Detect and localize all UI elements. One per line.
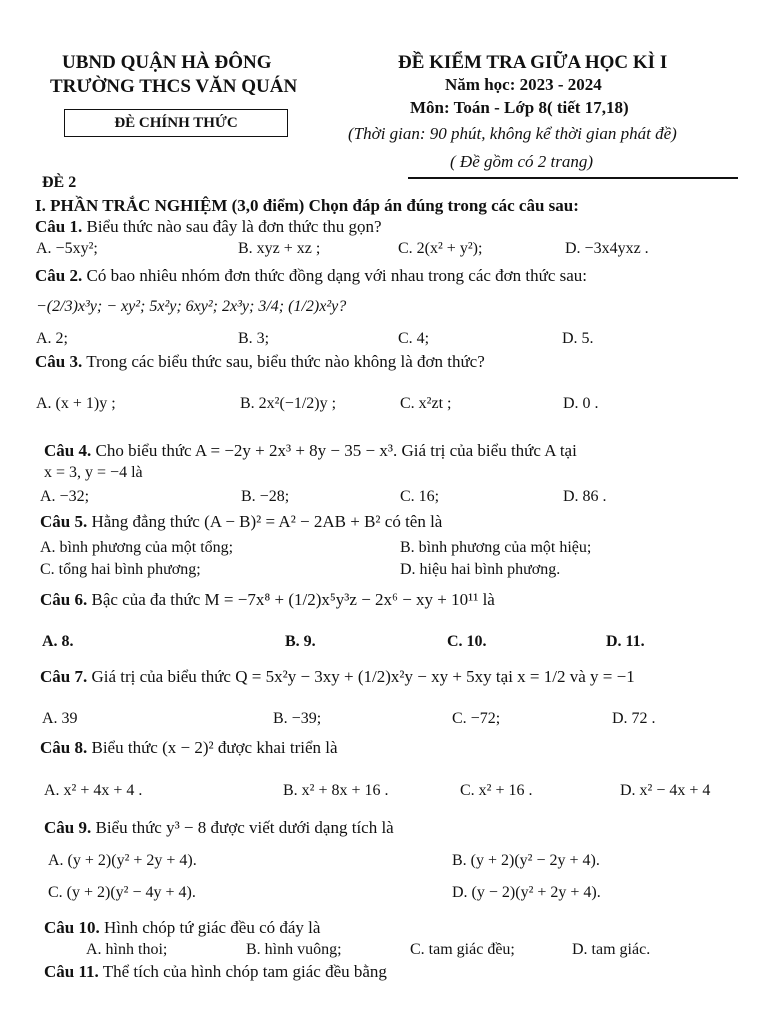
exam-code: ĐÈ 2 [42, 174, 77, 191]
q1-option-c: C. 2(x² + y²); [398, 240, 483, 257]
q4-option-c: C. 16; [400, 488, 440, 505]
q4-option-a: A. −32; [40, 488, 90, 505]
q5-option-c: C. tổng hai bình phương; [40, 561, 201, 578]
section-title: I. PHẦN TRẮC NGHIỆM (3,0 điểm) Chọn đáp án đúng trong các câu sau: [35, 196, 579, 215]
question-7: Câu 7. Giá trị của biểu thức Q = 5x²y − 3xy + (1/2)x²y − xy + 5xy tại x = 1/2 và y = −1 [40, 667, 635, 686]
q6-option-b: B. 9. [285, 633, 316, 650]
q5-option-b: B. bình phương của một hiệu; [400, 539, 592, 556]
q9-option-b: B. (y + 2)(y² − 2y + 4). [452, 852, 600, 869]
question-11: Câu 11. Thể tích của hình chóp tam giác đều bằng [44, 962, 387, 981]
q2-option-b: B. 3; [238, 330, 270, 347]
q9-option-d: D. (y − 2)(y² + 2y + 4). [452, 884, 601, 901]
q8-option-a: A. x² + 4x + 4 . [44, 782, 143, 799]
exam-title: ĐỀ KIỂM TRA GIỮA HỌC KÌ I [398, 52, 668, 73]
q6-option-c: C. 10. [447, 633, 487, 650]
q7-option-a: A. 39 [42, 710, 78, 727]
q2-option-d: D. 5. [562, 330, 594, 347]
q2-expression: −(2/3)x³y; − xy²; 5x²y; 6xy²; 2x³y; 3/4; (1/2)x²y? [36, 298, 347, 315]
q2-option-c: C. 4; [398, 330, 430, 347]
q7-option-b: B. −39; [273, 710, 322, 727]
q3-option-d: D. 0 . [563, 395, 599, 412]
question-6: Câu 6. Bậc của đa thức M = −7x⁸ + (1/2)x⁵y³z − 2x⁶ − xy + 10¹¹ là [40, 590, 495, 609]
question-8: Câu 8. Biểu thức (x − 2)² được khai triển là [40, 738, 338, 757]
question-1: Câu 1. Biểu thức nào sau đây là đơn thức thu gọn? [35, 217, 382, 236]
official-exam-box: ĐÈ CHÍNH THỨC [64, 109, 288, 137]
q1-option-d: D. −3x4yxz . [565, 240, 649, 257]
q7-option-d: D. 72 . [612, 710, 656, 727]
q10-option-b: B. hình vuông; [246, 941, 342, 958]
question-5: Câu 5. Hằng đẳng thức (A − B)² = A² − 2AB + B² có tên là [40, 512, 443, 531]
time-note: (Thời gian: 90 phút, không kể thời gian phát đề) [348, 124, 677, 143]
q9-option-a: A. (y + 2)(y² + 2y + 4). [48, 852, 197, 869]
q6-option-d: D. 11. [606, 633, 645, 650]
q3-option-a: A. (x + 1)y ; [36, 395, 116, 412]
question-4: Câu 4. Cho biểu thức A = −2y + 2x³ + 8y − 35 − x³. Giá trị của biểu thức A tại [44, 441, 577, 460]
q4-option-b: B. −28; [241, 488, 290, 505]
q6-option-a: A. 8. [42, 633, 74, 650]
q3-option-b: B. 2x²(−1/2)y ; [240, 395, 337, 412]
q1-option-b: B. xyz + xz ; [238, 240, 321, 257]
q10-option-a: A. hình thoi; [86, 941, 168, 958]
q4-condition: x = 3, y = −4 là [44, 464, 143, 481]
q8-option-b: B. x² + 8x + 16 . [283, 782, 389, 799]
q4-option-d: D. 86 . [563, 488, 607, 505]
q5-option-a: A. bình phương của một tổng; [40, 539, 234, 556]
q1-option-a: A. −5xy²; [36, 240, 98, 257]
question-9: Câu 9. Biểu thức y³ − 8 được viết dưới dạng tích là [44, 818, 394, 837]
pages-note: ( Đề gồm có 2 trang) [450, 152, 594, 171]
header-underline [408, 177, 738, 179]
school-name: TRƯỜNG THCS VĂN QUÁN [50, 76, 298, 97]
q8-option-d: D. x² − 4x + 4 [620, 782, 711, 799]
question-10: Câu 10. Hình chóp tứ giác đều có đáy là [44, 918, 321, 937]
q8-option-c: C. x² + 16 . [460, 782, 533, 799]
q2-option-a: A. 2; [36, 330, 68, 347]
q10-option-d: D. tam giác. [572, 941, 651, 958]
subject-line: Môn: Toán - Lớp 8( tiết 17,18) [410, 98, 629, 117]
question-3: Câu 3. Trong các biểu thức sau, biểu thức nào không là đơn thức? [35, 352, 485, 371]
question-2: Câu 2. Có bao nhiêu nhóm đơn thức đồng dạng với nhau trong các đơn thức sau: [35, 266, 588, 285]
q3-option-c: C. x²zt ; [400, 395, 452, 412]
school-year: Năm học: 2023 - 2024 [445, 75, 602, 94]
q7-option-c: C. −72; [452, 710, 501, 727]
q10-option-c: C. tam giác đều; [410, 941, 515, 958]
q9-option-c: C. (y + 2)(y² − 4y + 4). [48, 884, 196, 901]
q5-option-d: D. hiệu hai bình phương. [400, 561, 561, 578]
district-name: UBND QUẬN HÀ ĐÔNG [62, 52, 272, 73]
